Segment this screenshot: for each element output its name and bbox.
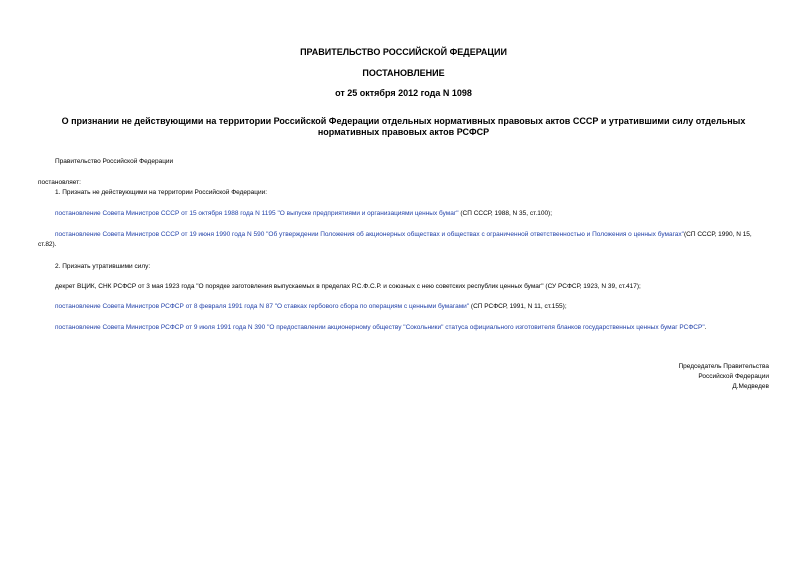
act-5-paragraph bbox=[38, 323, 768, 333]
act-1-citation: (СП СССР, 1988, N 35, ст.100); bbox=[458, 210, 553, 217]
paragraph-resolves: постановляет: bbox=[38, 179, 81, 186]
act-4-citation: (СП РСФСР, 1991, N 11, ст.155); bbox=[469, 303, 567, 310]
act-1-paragraph bbox=[38, 209, 768, 219]
signature-name: Д.Медведев bbox=[732, 383, 769, 390]
paragraph-government: Правительство Российской Федерации bbox=[55, 158, 174, 165]
item-2-heading: 2. Признать утратившими силу: bbox=[55, 263, 151, 270]
document-date-number: от 25 октября 2012 года N 1098 bbox=[335, 88, 472, 98]
document-type: ПОСТАНОВЛЕНИЕ bbox=[362, 68, 445, 78]
signature-block bbox=[678, 362, 769, 392]
act-2-paragraph bbox=[38, 230, 768, 250]
government-heading: ПРАВИТЕЛЬСТВО РОССИЙСКОЙ ФЕДЕРАЦИИ bbox=[300, 47, 507, 57]
signature-position: Председатель Правительства bbox=[678, 363, 769, 370]
act-5-link[interactable]: постановление Совета Министров РСФСР от 9 июля 1991 года N 390 "О предоставлении акционерному обществу "Сокольники" статуса официального изготовителя бланков государственных ценных бумаг РСФСР" bbox=[55, 324, 705, 331]
act-3-paragraph: декрет ВЦИК, СНК РСФСР от 3 мая 1923 года "О порядке заготовления выпускаемых в пределах Р.С.Ф.С.Р. и союзных с нею советских республик ценных бумаг" (СУ РСФСР, 1923, N 39, ст.417); bbox=[55, 283, 641, 290]
act-2-citation: (СП СССР, 1990, N 15, ст.82). bbox=[38, 231, 752, 248]
signature-organization: Российской Федерации bbox=[698, 373, 769, 380]
act-5-end: . bbox=[704, 324, 707, 331]
act-4-link[interactable]: постановление Совета Министров РСФСР от 8 февраля 1991 года N 87 "О ставках гербового сбора по операциям с ценными бумагами" bbox=[55, 303, 470, 310]
act-2-link[interactable]: постановление Совета Министров СССР от 19 июня 1990 года N 590 "Об утверждении Положения об акционерных обществах и обществах с ограниченной ответственностью и Положения о ценных бумагах" bbox=[55, 231, 684, 238]
item-1-heading: 1. Признать не действующими на территории Российской Федерации: bbox=[55, 189, 268, 196]
act-1-link[interactable]: постановление Совета Министров СССР от 15 октября 1988 года N 1195 "О выпуске предприятиями и организациями ценных бумаг" bbox=[55, 210, 459, 217]
document-title: О признании не действующими на территории Российской Федерации отдельных нормативных правовых актов СССР и утратившими силу отдельных нормативных правовых актов РСФСР bbox=[61, 116, 746, 137]
act-4-paragraph bbox=[38, 302, 768, 312]
